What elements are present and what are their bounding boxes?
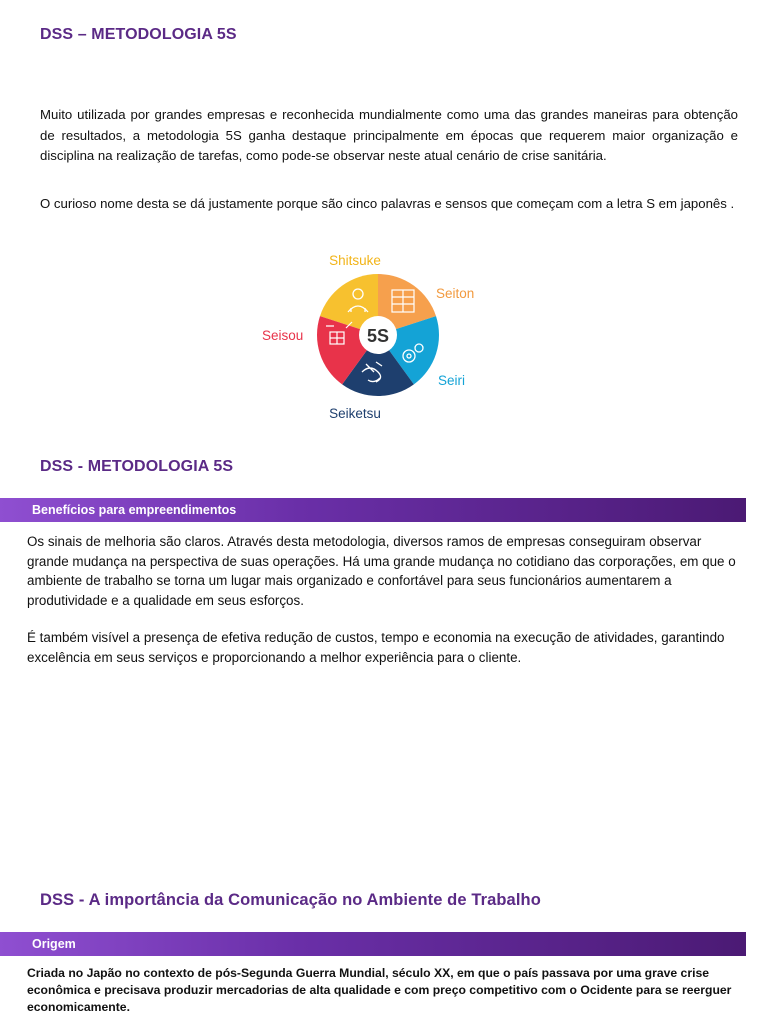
section1-paragraph-1: Muito utilizada por grandes empresas e reconhecida mundialmente como uma das grandes maneiras para obtenção de resultados, a metodologia 5S ganha destaque principalmente em épocas que requerem maior organização e disciplina na realização de tarefas, como pode-se observar neste atual cenário de crise sanitária. bbox=[40, 107, 738, 163]
section1-title: DSS – METODOLOGIA 5S bbox=[40, 26, 237, 43]
label-seiton: Seiton bbox=[436, 286, 475, 301]
label-seiri: Seiri bbox=[438, 373, 466, 388]
section3-band-label: Origem bbox=[32, 937, 76, 951]
section2-paragraph-1: Os sinais de melhoria são claros. Através desta metodologia, diversos ramos de empresas conseguiram observar grande mudança na perspectiva de suas operações. Há uma grande mudança no cotidiano das corporações, em que o ambiente de trabalho se torna um lugar mais organizado e confortável para seus funcionários aumentarem a produtividade e a qualidade em seus esforços. bbox=[27, 534, 736, 608]
center-label: 5S bbox=[366, 326, 390, 346]
section3-title: DSS - A importância da Comunicação no Ambiente de Trabalho bbox=[40, 891, 541, 909]
section2-band-label: Benefícios para empreendimentos bbox=[32, 503, 237, 517]
5s-diagram bbox=[250, 248, 490, 428]
section3-header-band bbox=[0, 932, 746, 956]
section1-paragraph-2: O curioso nome desta se dá justamente porque são cinco palavras e sensos que começam com a letra S em japonês . bbox=[40, 196, 735, 211]
5s-wheel bbox=[250, 248, 490, 428]
section2-title: DSS - METODOLOGIA 5S bbox=[40, 458, 234, 475]
label-shitsuke: Shitsuke bbox=[329, 253, 381, 268]
label-seisou: Seisou bbox=[262, 328, 304, 343]
section2-header-band bbox=[0, 498, 746, 522]
label-seiketsu: Seiketsu bbox=[329, 406, 381, 421]
section2-paragraph-2: É também visível a presença de efetiva redução de custos, tempo e economia na execução de atividades, garantindo excelência em seus serviços e proporcionando a melhor experiência para o cliente. bbox=[27, 630, 725, 665]
section3-paragraph-1: Criada no Japão no contexto de pós-Segunda Guerra Mundial, século XX, em que o país passava por uma grave crise econômica e precisava produzir mercadorias de alta qualidade e com preço competitivo com o Ocidente para se reerguer economicamente. bbox=[27, 966, 732, 1014]
